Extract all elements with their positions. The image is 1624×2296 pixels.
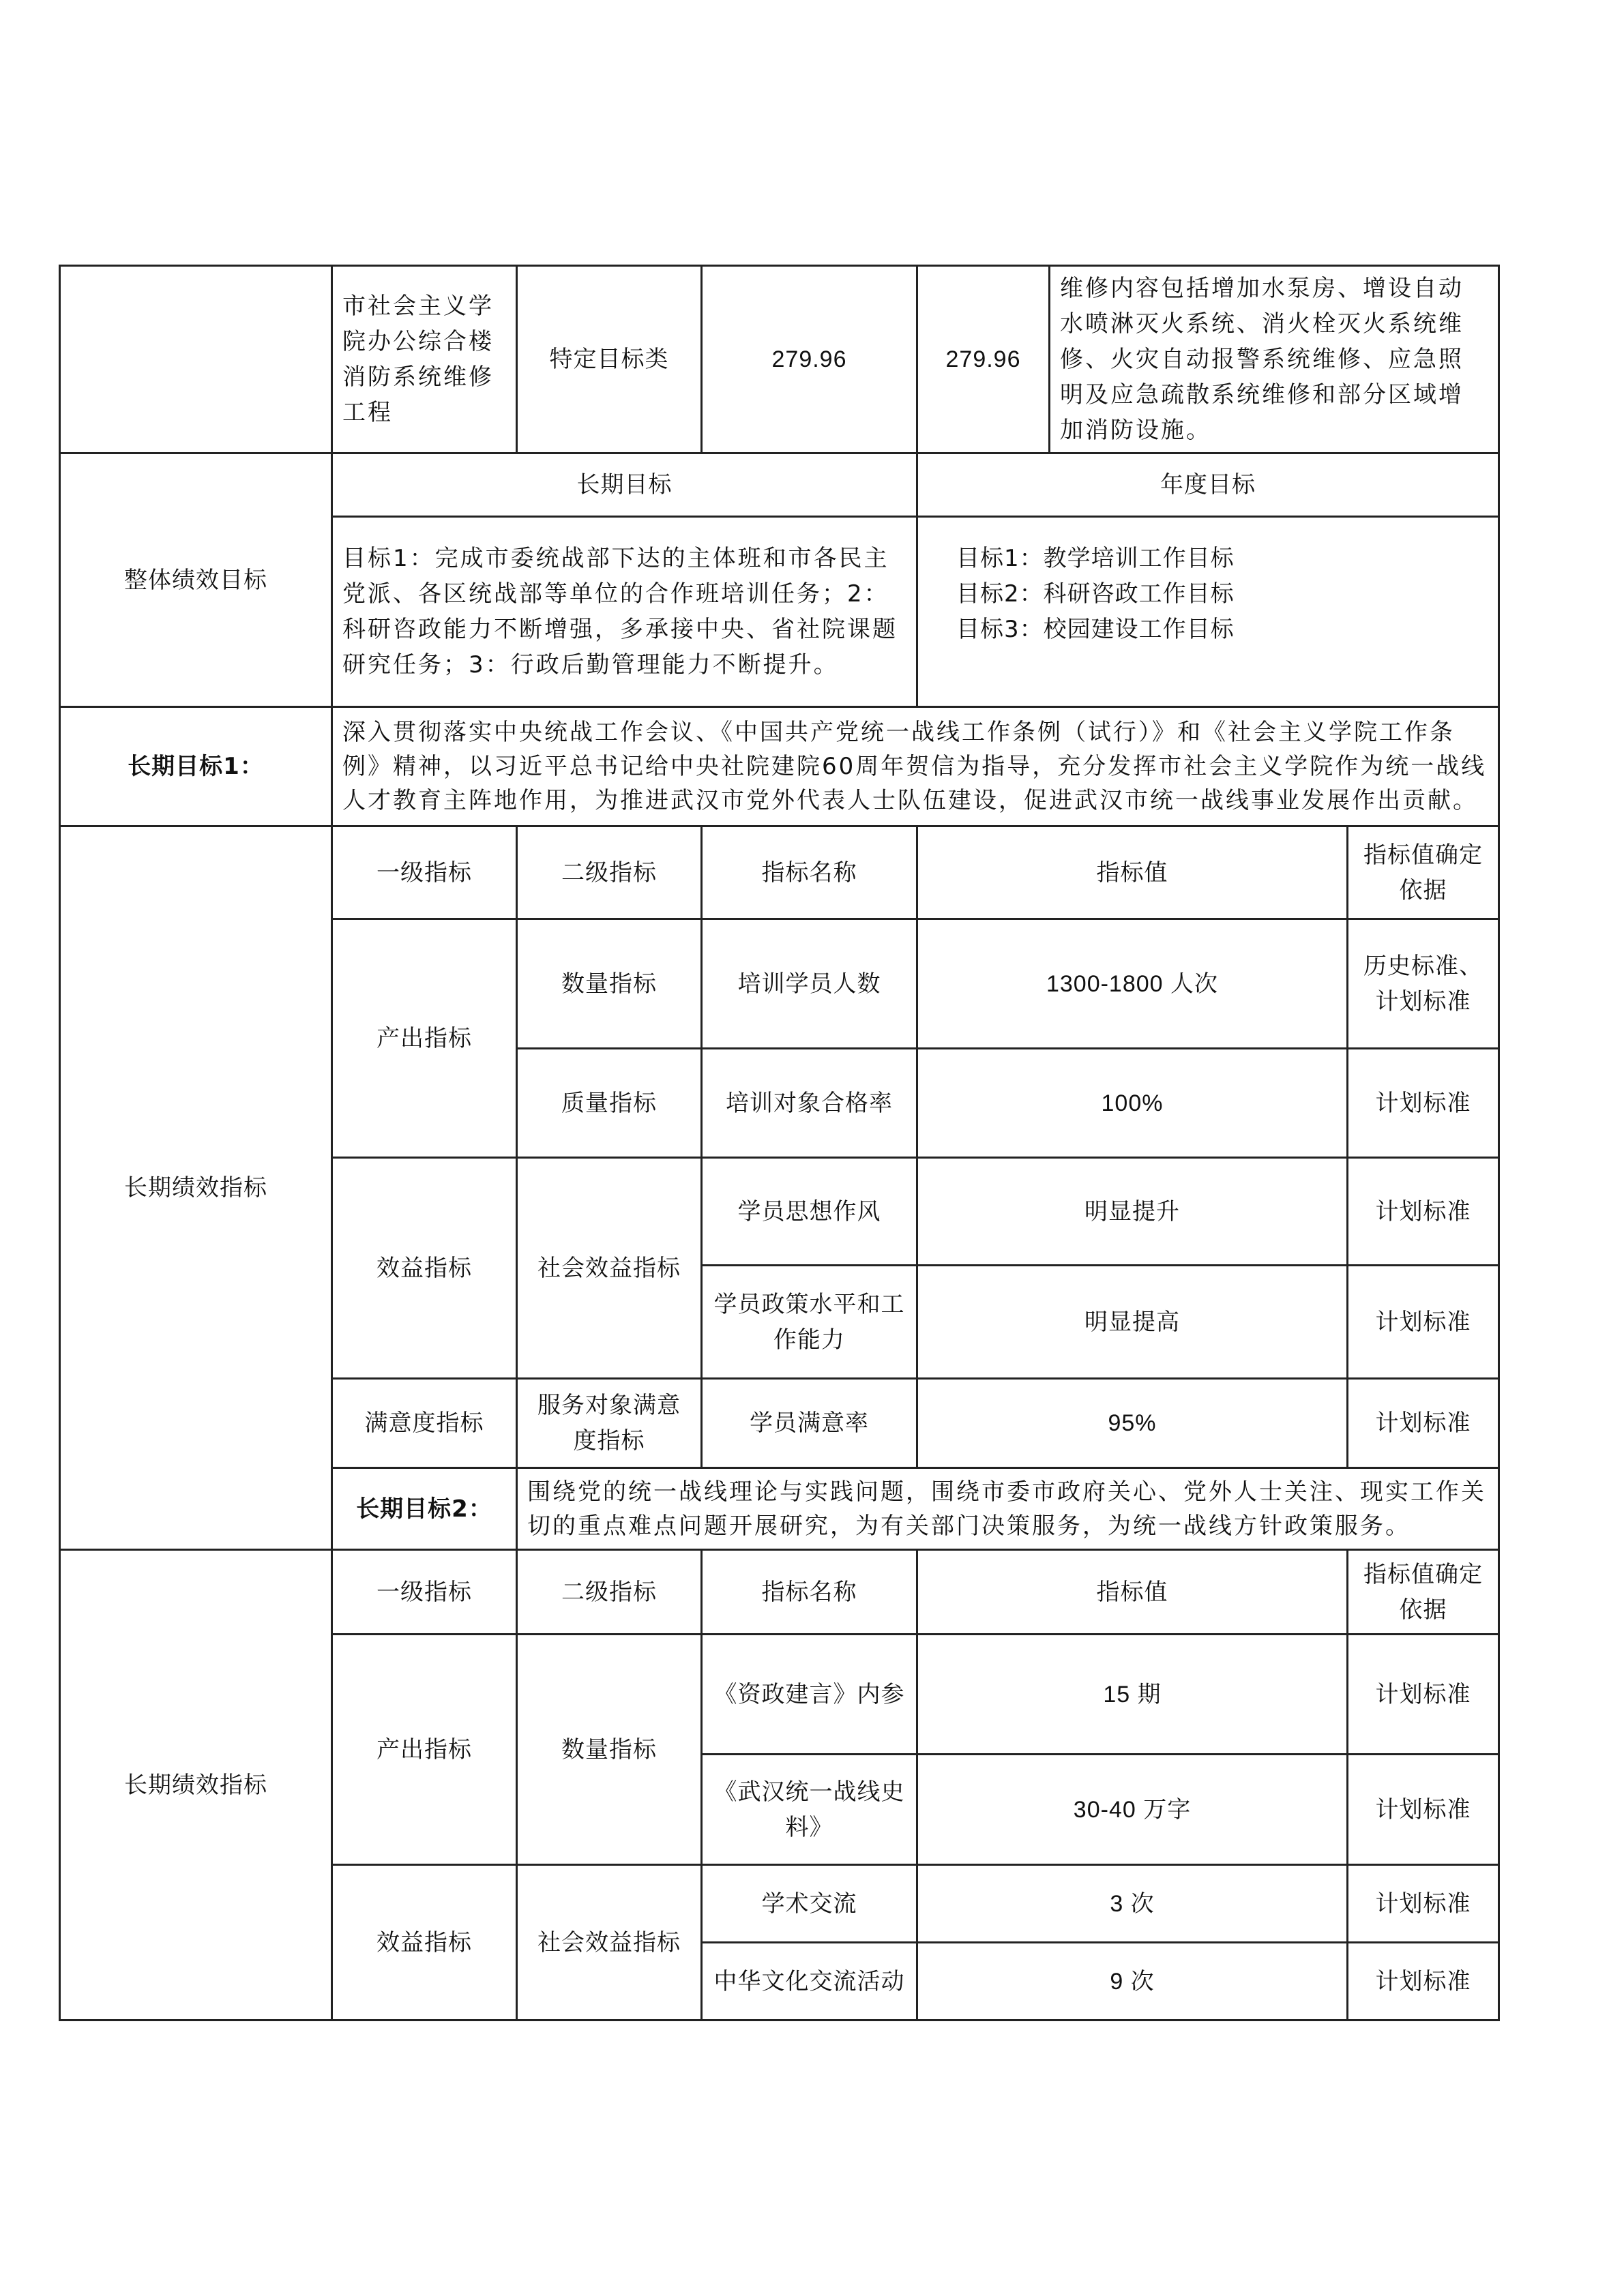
header-level1: 一级指标 bbox=[332, 1550, 517, 1635]
social-benefit-indicator: 社会效益指标 bbox=[517, 1865, 702, 2021]
indicator-value: 95% bbox=[917, 1379, 1348, 1468]
annual-goal-item: 目标3：校园建设工作目标 bbox=[956, 616, 1235, 643]
indicator-basis: 计划标准 bbox=[1348, 1943, 1499, 2021]
quantity-indicator: 数量指标 bbox=[517, 919, 702, 1049]
annual-goal-list bbox=[917, 517, 1499, 707]
header-basis: 指标值确定依据 bbox=[1348, 826, 1499, 919]
indicator-basis: 计划标准 bbox=[1348, 1266, 1499, 1379]
indicator-basis: 计划标准 bbox=[1348, 1049, 1499, 1158]
goal2-label: 长期目标2： bbox=[332, 1468, 517, 1550]
indicator-name: 《武汉统一战线史料》 bbox=[702, 1755, 917, 1865]
benefit-indicator: 效益指标 bbox=[332, 1865, 517, 2021]
project-category: 特定目标类 bbox=[517, 266, 702, 453]
indicator-basis: 计划标准 bbox=[1348, 1755, 1499, 1865]
header-value: 指标值 bbox=[917, 826, 1348, 919]
header-basis: 指标值确定依据 bbox=[1348, 1550, 1499, 1635]
project-description: 维修内容包括增加水泵房、增设自动水喷淋灭火系统、消火栓灭火系统维修、火灾自动报警系统维修、应急照明及应急疏散系统维修和部分区域增加消防设施。 bbox=[1050, 266, 1499, 453]
header-name: 指标名称 bbox=[702, 826, 917, 919]
annual-goal-item: 目标2：科研咨政工作目标 bbox=[956, 580, 1235, 608]
service-satisfaction-indicator: 服务对象满意度指标 bbox=[517, 1379, 702, 1468]
goal2-text: 围绕党的统一战线理论与实践问题，围绕市委市政府关心、党外人士关注、现实工作关切的重点难点问题开展研究，为有关部门决策服务，为统一战线方针政策服务。 bbox=[517, 1468, 1499, 1550]
indicator-name: 学术交流 bbox=[702, 1865, 917, 1943]
output-indicator: 产出指标 bbox=[332, 919, 517, 1158]
project-name: 市社会主义学院办公综合楼消防系统维修工程 bbox=[332, 266, 517, 453]
goal1-label: 长期目标1： bbox=[60, 707, 332, 826]
indicators1-label: 长期绩效指标 bbox=[60, 826, 332, 1550]
benefit-indicator: 效益指标 bbox=[332, 1158, 517, 1379]
overall-label: 整体绩效目标 bbox=[60, 453, 332, 707]
header-level2: 二级指标 bbox=[517, 1550, 702, 1635]
header-value: 指标值 bbox=[917, 1550, 1348, 1635]
indicator-basis: 历史标准、计划标准 bbox=[1348, 919, 1499, 1049]
indicator-value: 15 期 bbox=[917, 1635, 1348, 1755]
indicator-name: 中华文化交流活动 bbox=[702, 1943, 917, 2021]
project-blank-cell bbox=[60, 266, 332, 453]
quantity-indicator: 数量指标 bbox=[517, 1635, 702, 1865]
indicator-name: 学员满意率 bbox=[702, 1379, 917, 1468]
header-name: 指标名称 bbox=[702, 1550, 917, 1635]
satisfaction-indicator: 满意度指标 bbox=[332, 1379, 517, 1468]
annual-goal-item: 目标1：教学培训工作目标 bbox=[956, 545, 1235, 572]
long-goal-header: 长期目标 bbox=[332, 453, 917, 517]
indicators2-label: 长期绩效指标 bbox=[60, 1550, 332, 2021]
goal1-text: 深入贯彻落实中央统战工作会议、《中国共产党统一战线工作条例（试行）》和《社会主义学院工作条例》精神，以习近平总书记给中央社院建院60周年贺信为指导，充分发挥市社会主义学院作为统一战线人才教育主阵地作用，为推进武汉市党外代表人士队伍建设，促进武汉市统一战线事业发展作出贡献。 bbox=[332, 707, 1499, 826]
annual-goal-header: 年度目标 bbox=[917, 453, 1499, 517]
indicator-value: 1300-1800 人次 bbox=[917, 919, 1348, 1049]
social-benefit-indicator: 社会效益指标 bbox=[517, 1158, 702, 1379]
indicator-value: 明显提升 bbox=[917, 1158, 1348, 1266]
indicator-name: 学员思想作风 bbox=[702, 1158, 917, 1266]
indicator-name: 培训对象合格率 bbox=[702, 1049, 917, 1158]
indicator-name: 《资政建言》内参 bbox=[702, 1635, 917, 1755]
project-amount-b: 279.96 bbox=[917, 266, 1050, 453]
indicator-basis: 计划标准 bbox=[1348, 1158, 1499, 1266]
header-level1: 一级指标 bbox=[332, 826, 517, 919]
header-level2: 二级指标 bbox=[517, 826, 702, 919]
indicator-value: 3 次 bbox=[917, 1865, 1348, 1943]
quality-indicator: 质量指标 bbox=[517, 1049, 702, 1158]
indicator-value: 100% bbox=[917, 1049, 1348, 1158]
indicator-value: 30-40 万字 bbox=[917, 1755, 1348, 1865]
long-goal-text: 目标1：完成市委统战部下达的主体班和市各民主党派、各区统战部等单位的合作班培训任务；2：科研咨政能力不断增强，多承接中央、省社院课题研究任务；3：行政后勤管理能力不断提升。 bbox=[332, 517, 917, 707]
indicator-name: 学员政策水平和工作能力 bbox=[702, 1266, 917, 1379]
project-amount-a: 279.96 bbox=[702, 266, 917, 453]
performance-table bbox=[59, 265, 1500, 2021]
indicator-name: 培训学员人数 bbox=[702, 919, 917, 1049]
indicator-basis: 计划标准 bbox=[1348, 1635, 1499, 1755]
indicator-value: 9 次 bbox=[917, 1943, 1348, 2021]
indicator-basis: 计划标准 bbox=[1348, 1865, 1499, 1943]
output-indicator: 产出指标 bbox=[332, 1635, 517, 1865]
indicator-value: 明显提高 bbox=[917, 1266, 1348, 1379]
indicator-basis: 计划标准 bbox=[1348, 1379, 1499, 1468]
